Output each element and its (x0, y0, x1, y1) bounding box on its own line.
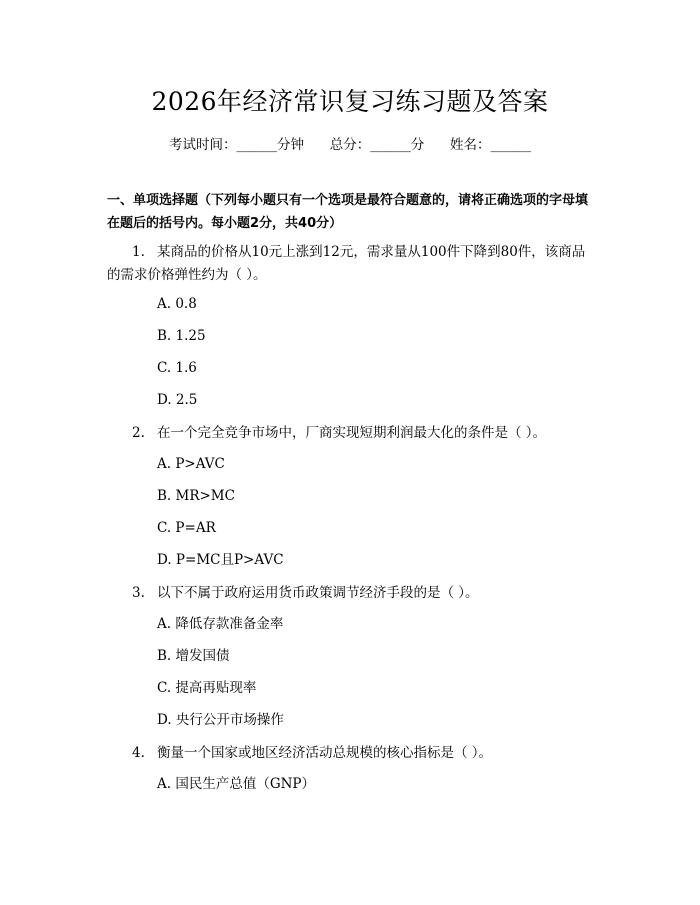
option-3d: D. 央行公开市场操作 (157, 712, 284, 728)
question-3 (107, 582, 597, 605)
option-2c: C. P=AR (157, 520, 216, 536)
option-3b: B. 增发国债 (157, 648, 230, 664)
option-1c: C. 1.6 (157, 360, 197, 376)
option-3a: A. 降低存款准备金率 (157, 616, 284, 632)
question-2 (107, 422, 597, 445)
question-number: 4. (132, 745, 145, 761)
question-number: 2. (132, 425, 145, 441)
question-text: 在一个完全竞争市场中，厂商实现短期利润最大化的条件是（ ）。 (157, 425, 547, 441)
option-1a: A. 0.8 (157, 296, 197, 312)
question-4 (107, 742, 597, 765)
option-1d: D. 2.5 (157, 392, 198, 408)
option-4a: A. 国民生产总值（GNP） (157, 776, 316, 792)
option-2d: D. P=MC且P>AVC (157, 552, 284, 568)
question-text: 衡量一个国家或地区经济活动总规模的核心指标是（ ）。 (157, 745, 493, 761)
section-heading: 一、单项选择题（下列每小题只有一个选项是最符合题意的，请将正确选项的字母填在题后的括号内。每小题2分，共40分） (107, 193, 589, 231)
exam-info-line: 考试时间：______分钟 总分：______分 姓名：______ (169, 137, 531, 153)
question-number: 3. (132, 585, 145, 601)
option-3c: C. 提高再贴现率 (157, 680, 257, 696)
question-number: 1. (132, 244, 145, 260)
option-1b: B. 1.25 (157, 328, 206, 344)
option-2a: A. P>AVC (157, 456, 225, 472)
question-text: 以下不属于政府运用货币政策调节经济手段的是（ ）。 (157, 585, 479, 601)
option-2b: B. MR>MC (157, 488, 235, 504)
question-1 (107, 241, 597, 287)
document-title: 2026年经济常识复习练习题及答案 (151, 87, 549, 116)
question-text: 某商品的价格从10元上涨到12元，需求量从100件下降到80件，该商品的需求价格弹性约为（ ）。 (107, 244, 586, 283)
